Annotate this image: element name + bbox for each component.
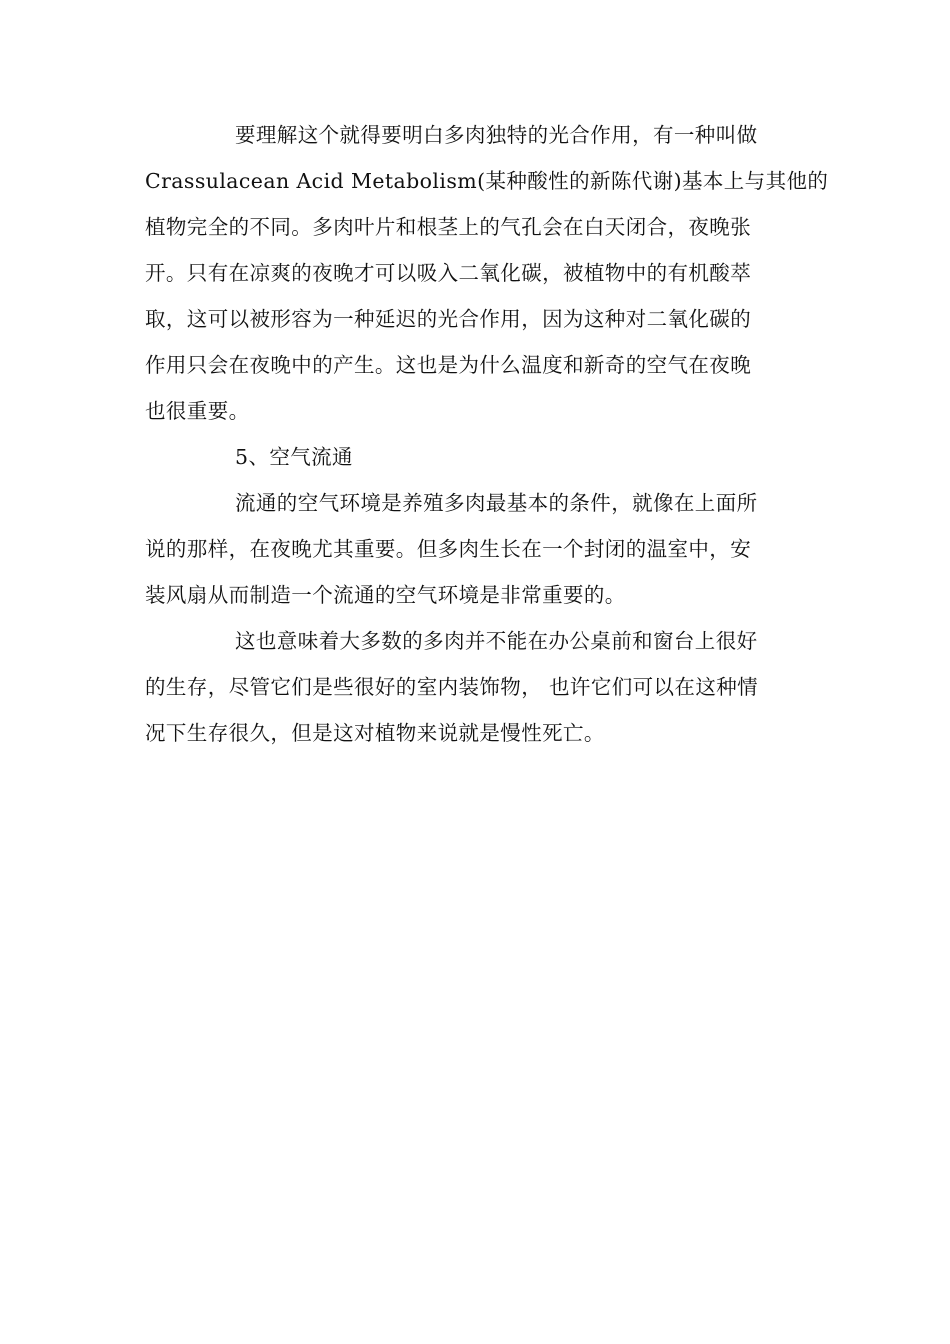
paragraph-line: 取，这可以被形容为一种延迟的光合作用，因为这种对二氧化碳的 bbox=[145, 307, 752, 331]
paragraph-indoor-survival bbox=[145, 618, 808, 756]
paragraph-cam-photosynthesis bbox=[145, 112, 829, 434]
paragraph-line: 说的那样，在夜晚尤其重要。但多肉生长在一个封闭的温室中，安 bbox=[145, 537, 752, 561]
paragraph-line: 这也意味着大多数的多肉并不能在办公桌前和窗台上很好 bbox=[235, 629, 758, 653]
paragraph-line: 装风扇从而制造一个流通的空气环境是非常重要的。 bbox=[145, 583, 626, 607]
paragraph-line: 要理解这个就得要明白多肉独特的光合作用，有一种叫做 bbox=[235, 123, 758, 147]
section-heading-text: 5、空气流通 bbox=[235, 445, 353, 469]
paragraph-line: 开。只有在凉爽的夜晚才可以吸入二氧化碳，被植物中的有机酸萃 bbox=[145, 261, 752, 285]
paragraph-line: 流通的空气环境是养殖多肉最基本的条件，就像在上面所 bbox=[235, 491, 758, 515]
paragraph-line: 作用只会在夜晚中的产生。这也是为什么温度和新奇的空气在夜晚 bbox=[145, 353, 752, 377]
paragraph-line: 也很重要。 bbox=[145, 399, 250, 423]
section-heading bbox=[145, 434, 808, 480]
paragraph-line: 况下生存很久，但是这对植物来说就是慢性死亡。 bbox=[145, 721, 605, 745]
document-body bbox=[145, 112, 829, 756]
paragraph-line: 的生存，尽管它们是些很好的室内装饰物， 也许它们可以在这种情 bbox=[145, 675, 759, 699]
paragraph-line: 植物完全的不同。多肉叶片和根茎上的气孔会在白天闭合，夜晚张 bbox=[145, 215, 752, 239]
paragraph-air-circulation bbox=[145, 480, 808, 618]
paragraph-line: Crassulacean Acid Metabolism(某种酸性的新陈代谢)基本上与其他的 bbox=[145, 169, 829, 193]
